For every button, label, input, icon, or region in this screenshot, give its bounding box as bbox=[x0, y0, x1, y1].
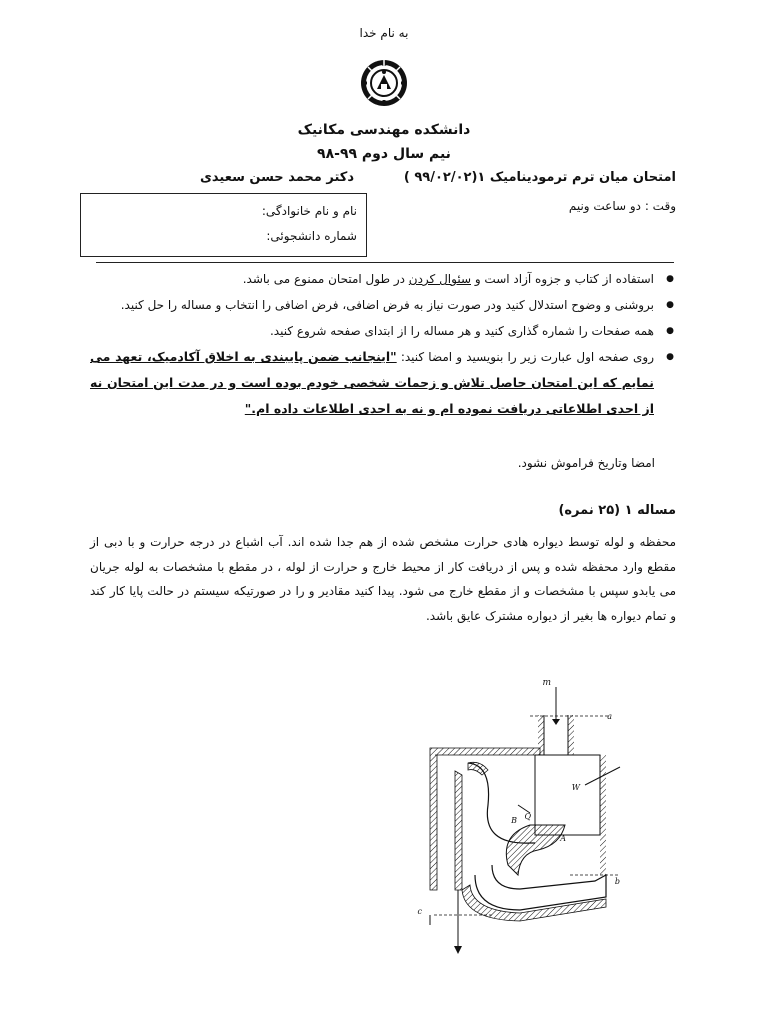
instruction-item: ● بروشنی و وضوح استدلال کنید ودر صورت نیاز به فرض اضافی، فرض اضافی را انتخاب و مساله را حل کنید. bbox=[90, 292, 654, 318]
professor-name: دکتر محمد حسن سعیدی bbox=[200, 170, 354, 185]
honor-pledge: "اینجانب ضمن پایبندی به اخلاق آکادمیک، تعهد می نمایم که این امتحان حاصل تلاش و زحمات شخصی خودم بوده است و در مدت این امتحان نه از احدی اطلاعاتی دریافت نموده ام و نه به احدی اطلاعات داده ام." bbox=[90, 349, 654, 416]
label-Q: Q bbox=[524, 812, 531, 821]
problem-text: محفظه و لوله توسط دیواره هادی حرارت مشخص شده از هم جدا شده اند. آب اشباع در درجه حرارت و با دبی از مقطع وارد محفظه شده و پس از دریافت کار از محیط خارج و حرارت از لوله ، در مقطع با مشخصات به لوله جریان می یابدو سپس با مشخصات و از مقطع خارج می شود. پیدا کنید مقادیر و را در صورتیکه سیستم در حالت پایا کار کند و تمام دیواره ها بغیر از دیواره مشترک عایق باشد. bbox=[90, 535, 676, 623]
sharif-university-seal-icon bbox=[359, 58, 409, 108]
problem-heading: مساله ۱ (۲۵ نمره) bbox=[558, 503, 676, 518]
thermo-system-diagram bbox=[417, 675, 635, 965]
label-c: c bbox=[417, 907, 422, 916]
student-info-box[interactable] bbox=[80, 193, 367, 257]
label-A: A bbox=[560, 834, 566, 843]
underlined-phrase: سئوال کردن bbox=[408, 272, 471, 286]
bismillah-header: به نام خدا bbox=[359, 26, 409, 40]
instruction-item bbox=[90, 344, 654, 422]
instructions-list bbox=[90, 266, 674, 422]
label-a: a bbox=[607, 712, 612, 721]
label-m: m bbox=[542, 678, 551, 688]
faculty-name: دانشکده مهندسی مکانیک bbox=[297, 122, 471, 138]
signature-note: امضا وتاریخ فراموش نشود. bbox=[517, 456, 655, 470]
exam-title-line bbox=[86, 170, 676, 192]
student-name-label: نام و نام خانوادگی: bbox=[261, 204, 357, 218]
exam-title: امتحان میان ترم ترمودینامیک ۱(۹۹/۰۲/۰۲ ) bbox=[403, 170, 676, 185]
student-id-label: شماره دانشجوئی: bbox=[266, 229, 357, 243]
pledge-intro: روی صفحه اول عبارت زیر را بنویسید و امضا کنید: bbox=[400, 350, 655, 364]
label-B: B bbox=[511, 816, 517, 825]
label-b: b bbox=[614, 877, 620, 886]
instruction-item: ● استفاده از کتاب و جزوه آزاد است و سئوال کردن در طول امتحان ممنوع می باشد. bbox=[90, 266, 654, 292]
label-W: W bbox=[571, 783, 580, 792]
instruction-item: ● همه صفحات را شماره گذاری کنید و هر مساله را از ابتدای صفحه شروع کنید. bbox=[90, 318, 654, 344]
divider-line bbox=[96, 262, 674, 263]
exam-duration: وقت : دو ساعت ونیم bbox=[568, 199, 676, 213]
semester-label: نیم سال دوم ۹۹-۹۸ bbox=[317, 146, 451, 162]
